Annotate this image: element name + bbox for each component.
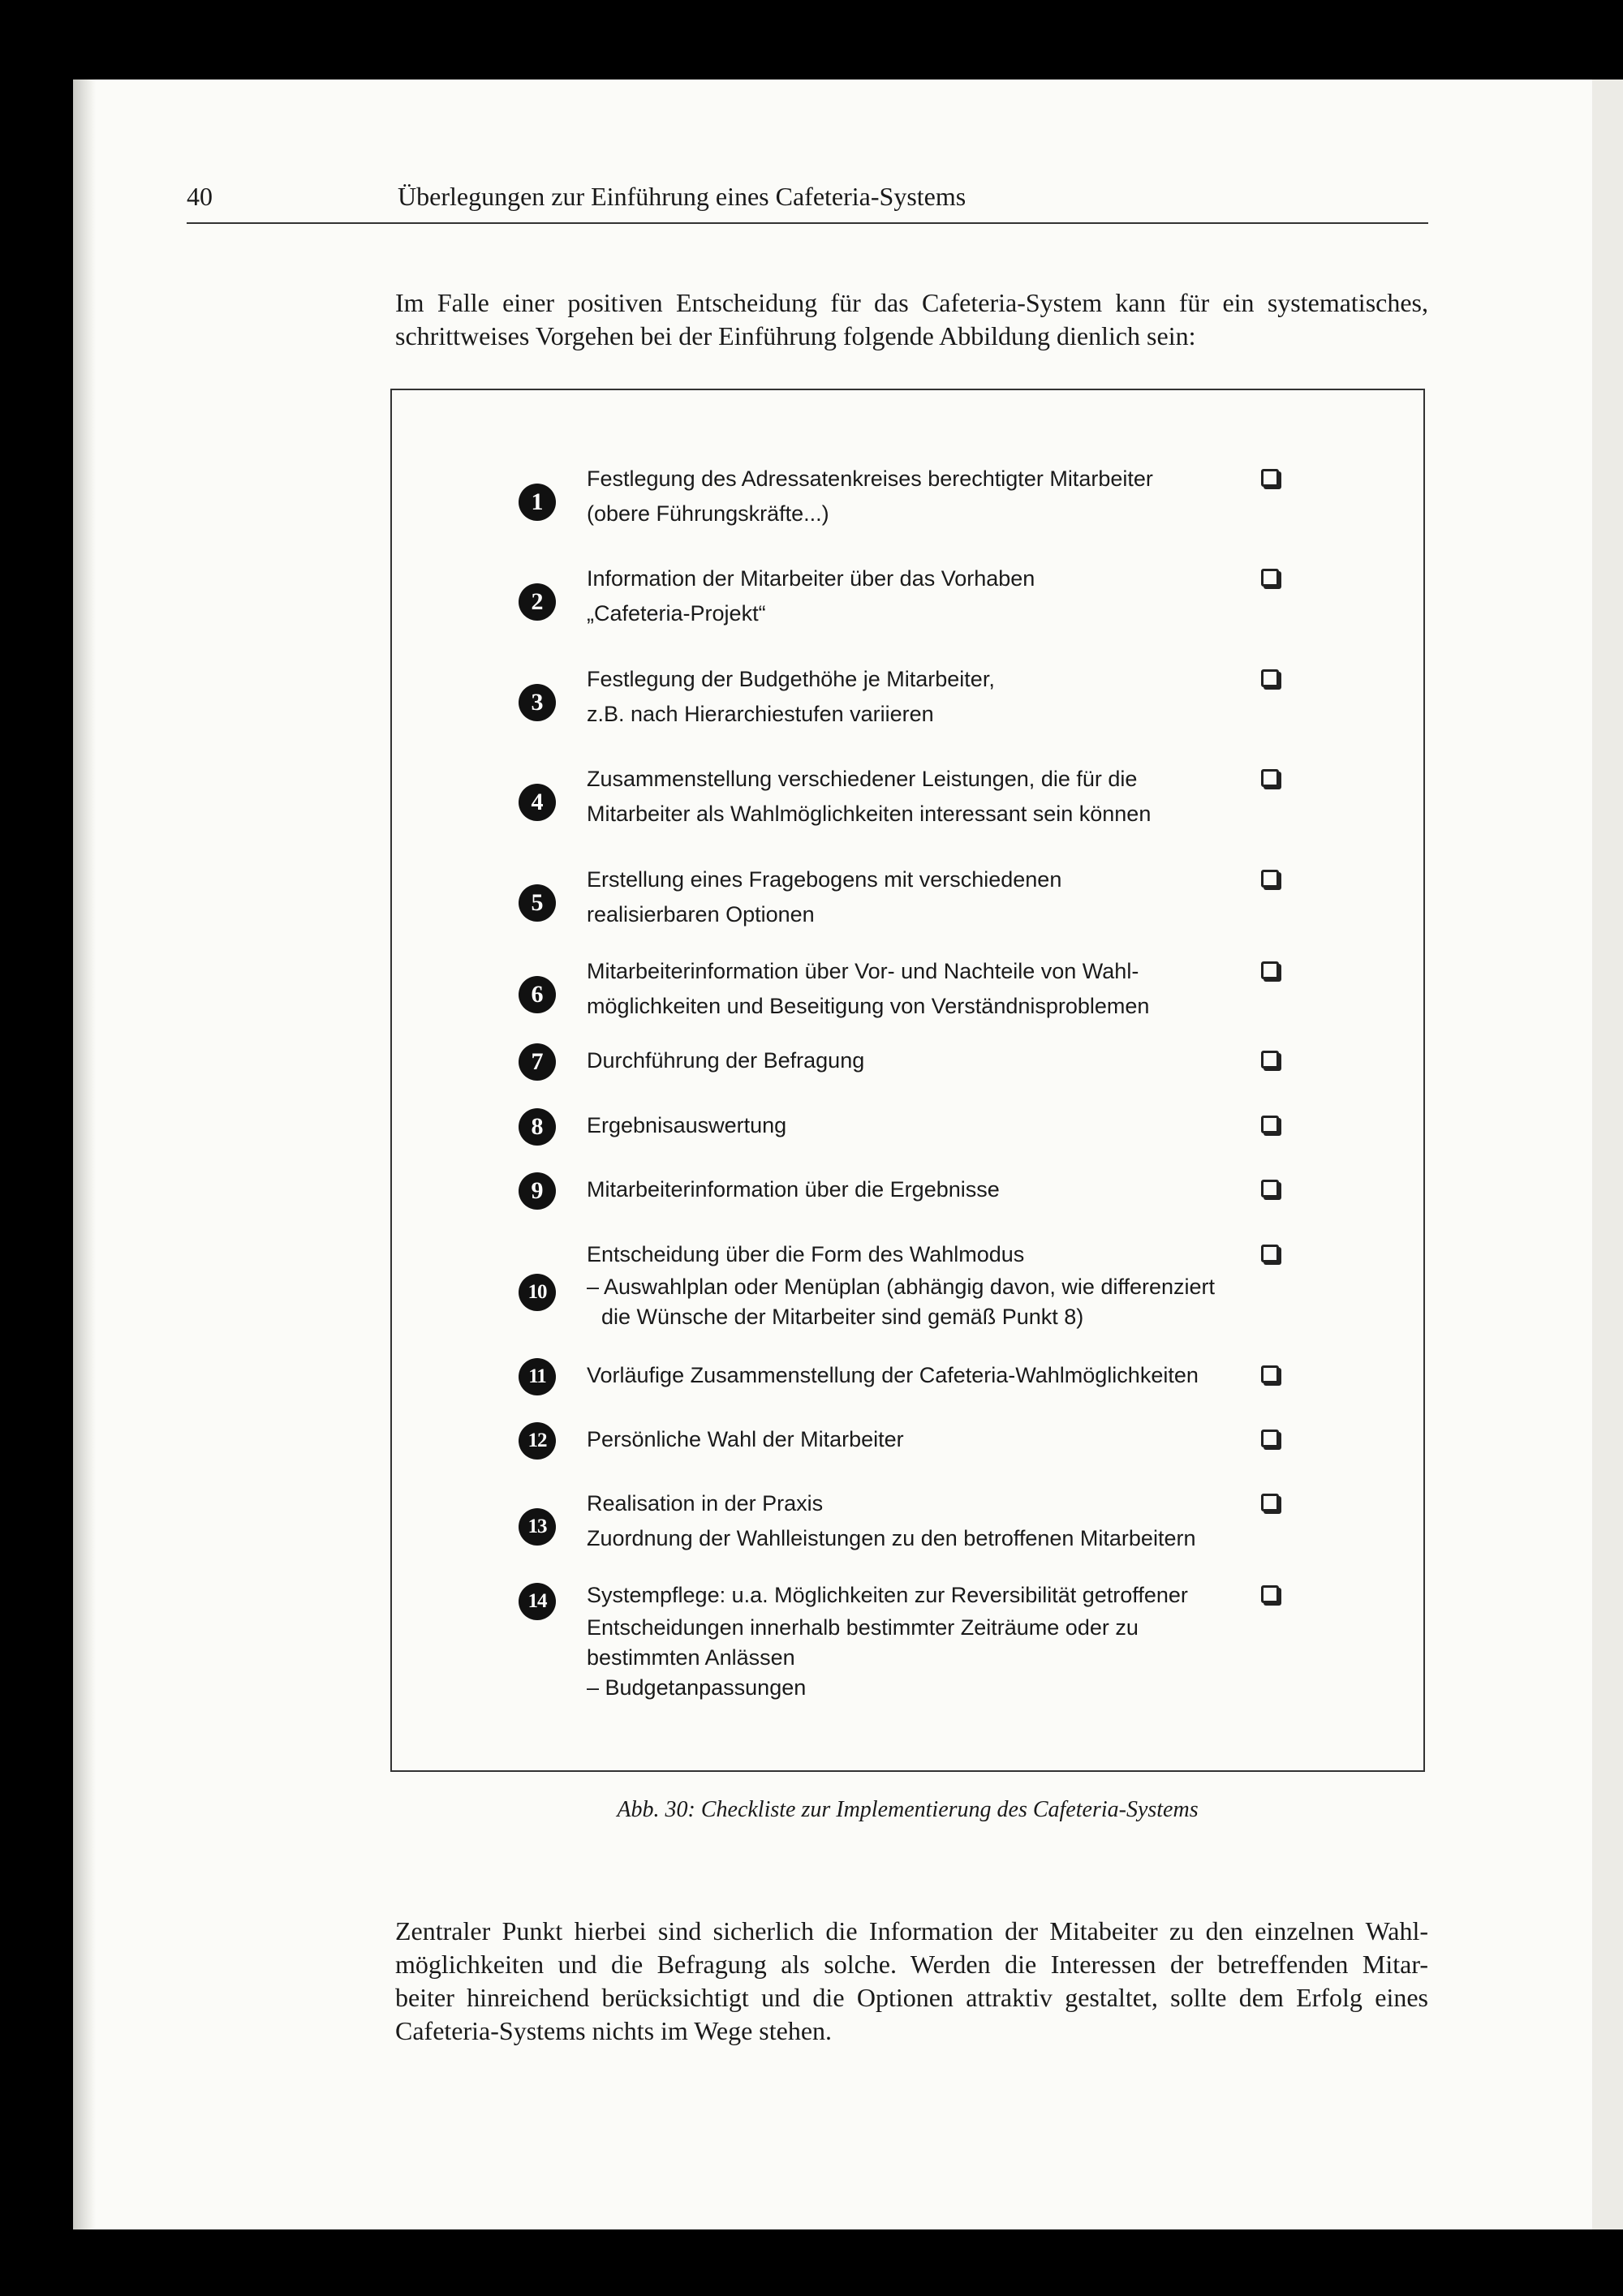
checklist-item-text <box>587 1043 1260 1078</box>
header-rule <box>187 222 1428 224</box>
step-number-badge: 3 <box>519 684 556 721</box>
item-line: z.B. nach Hierarchiestufen variieren <box>587 702 934 726</box>
item-line: Durchführung der Befragung <box>587 1048 865 1073</box>
item-checkbox[interactable] <box>1261 1365 1279 1383</box>
item-line: Entscheidung über die Form des Wahlmodus <box>587 1242 1025 1266</box>
item-line: Systempflege: u.a. Möglichkeiten zur Reversibilität getroffener <box>587 1583 1188 1607</box>
step-number-badge: 2 <box>519 583 556 621</box>
item-line: Festlegung des Adressatenkreises berechtigter Mitarbeiter <box>587 467 1153 491</box>
checklist-item-text <box>587 862 1260 932</box>
item-checkbox[interactable] <box>1261 669 1279 687</box>
item-line: – Budgetanpassungen <box>587 1675 807 1700</box>
step-number-badge: 8 <box>519 1108 556 1146</box>
step-number-badge: 13 <box>519 1508 556 1546</box>
item-checkbox[interactable] <box>1261 1430 1279 1447</box>
body-line: Zentraler Punkt hierbei sind sicherlich die Information der Mitabeiter zu den einzelnen Wahl- <box>395 1916 1428 1946</box>
checklist-item-text <box>587 1358 1260 1393</box>
checklist-item-text <box>587 762 1260 832</box>
checklist-item-text <box>587 1578 1260 1703</box>
item-line: Entscheidungen innerhalb bestimmter Zeiträume oder zu <box>587 1615 1139 1640</box>
checklist-item-text <box>587 662 1260 732</box>
checklist-item-text <box>587 1486 1260 1556</box>
item-checkbox[interactable] <box>1261 1494 1279 1511</box>
intro-line: Im Falle einer positiven Entscheidung für das Cafeteria-System kann für ein systematisches, <box>395 288 1428 317</box>
figure-caption: Abb. 30: Checkliste zur Implementierung des Cafeteria-Systems <box>617 1797 1199 1822</box>
facing-page-edge <box>1592 80 1623 2229</box>
item-line: Persönliche Wahl der Mitarbeiter <box>587 1427 904 1451</box>
item-line: (obere Führungskräfte...) <box>587 501 829 526</box>
step-number-badge: 9 <box>519 1172 556 1210</box>
item-line: Mitarbeiterinformation über Vor- und Nachteile von Wahl- <box>587 959 1139 983</box>
item-line: Vorläufige Zusammenstellung der Cafeteria-Wahlmöglichkeiten <box>587 1363 1199 1387</box>
step-number-badge: 4 <box>519 784 556 821</box>
running-title: Überlegungen zur Einführung eines Cafeteria-Systems <box>398 182 966 211</box>
item-line: möglichkeiten und Beseitigung von Verständnisproblemen <box>587 994 1150 1018</box>
body-line: möglichkeiten und die Befragung als solche. Werden die Interessen der betreffenden Mitar- <box>395 1950 1428 1979</box>
intro-line: schrittweises Vorgehen bei der Einführung folgende Abbildung dienlich sein: <box>395 321 1196 350</box>
item-checkbox[interactable] <box>1261 1051 1279 1068</box>
checklist-item-text <box>587 954 1260 1024</box>
item-line: – Auswahlplan oder Menüplan (abhängig davon, wie differenziert <box>587 1275 1216 1299</box>
step-number-badge: 5 <box>519 884 556 922</box>
body-line: beiter hinreichend berücksichtigt und die Optionen attraktiv gestaltet, sollte dem Erfolg eines <box>395 1983 1428 2012</box>
item-checkbox[interactable] <box>1261 469 1279 487</box>
step-number-badge: 12 <box>519 1422 556 1460</box>
item-checkbox[interactable] <box>1261 1585 1279 1603</box>
item-line: Mitarbeiter als Wahlmöglichkeiten interessant sein können <box>587 802 1152 826</box>
item-checkbox[interactable] <box>1261 1245 1279 1262</box>
item-line: Ergebnisauswertung <box>587 1113 787 1137</box>
item-line: Zusammenstellung verschiedener Leistungen, die für die <box>587 767 1138 791</box>
body-paragraph <box>395 1915 1428 2048</box>
item-checkbox[interactable] <box>1261 961 1279 979</box>
item-line: „Cafeteria-Projekt“ <box>587 601 766 626</box>
checklist-item-text <box>587 462 1260 531</box>
intro-paragraph <box>395 286 1428 353</box>
page-number: 40 <box>187 182 213 211</box>
item-line: bestimmten Anlässen <box>587 1645 795 1670</box>
item-line: Realisation in der Praxis <box>587 1491 824 1516</box>
checklist-item-text <box>587 1422 1260 1457</box>
checklist-item-text <box>587 1172 1260 1207</box>
body-line: Cafeteria-Systems nichts im Wege stehen. <box>395 2016 833 2045</box>
item-checkbox[interactable] <box>1261 1116 1279 1133</box>
item-line: realisierbaren Optionen <box>587 902 815 927</box>
checklist-item-text <box>587 1237 1260 1332</box>
step-number-badge: 1 <box>519 484 556 521</box>
checklist-figure <box>390 389 1425 1772</box>
step-number-badge: 7 <box>519 1043 556 1081</box>
item-checkbox[interactable] <box>1261 769 1279 787</box>
checklist-item-text <box>587 561 1260 631</box>
item-line: die Wünsche der Mitarbeiter sind gemäß Punkt 8) <box>601 1305 1084 1329</box>
item-checkbox[interactable] <box>1261 870 1279 888</box>
item-line: Erstellung eines Fragebogens mit verschiedenen <box>587 867 1062 892</box>
item-line: Zuordnung der Wahlleistungen zu den betroffenen Mitarbeitern <box>587 1526 1196 1550</box>
item-checkbox[interactable] <box>1261 569 1279 587</box>
step-number-badge: 10 <box>519 1274 556 1311</box>
item-line: Information der Mitarbeiter über das Vorhaben <box>587 566 1035 591</box>
step-number-badge: 6 <box>519 976 556 1013</box>
step-number-badge: 14 <box>519 1583 556 1620</box>
item-checkbox[interactable] <box>1261 1180 1279 1197</box>
item-line: Mitarbeiterinformation über die Ergebnisse <box>587 1177 1000 1202</box>
checklist-item-text <box>587 1108 1260 1143</box>
step-number-badge: 11 <box>519 1358 556 1395</box>
item-line: Festlegung der Budgethöhe je Mitarbeiter, <box>587 667 995 691</box>
page-binding-shadow <box>73 80 96 2229</box>
